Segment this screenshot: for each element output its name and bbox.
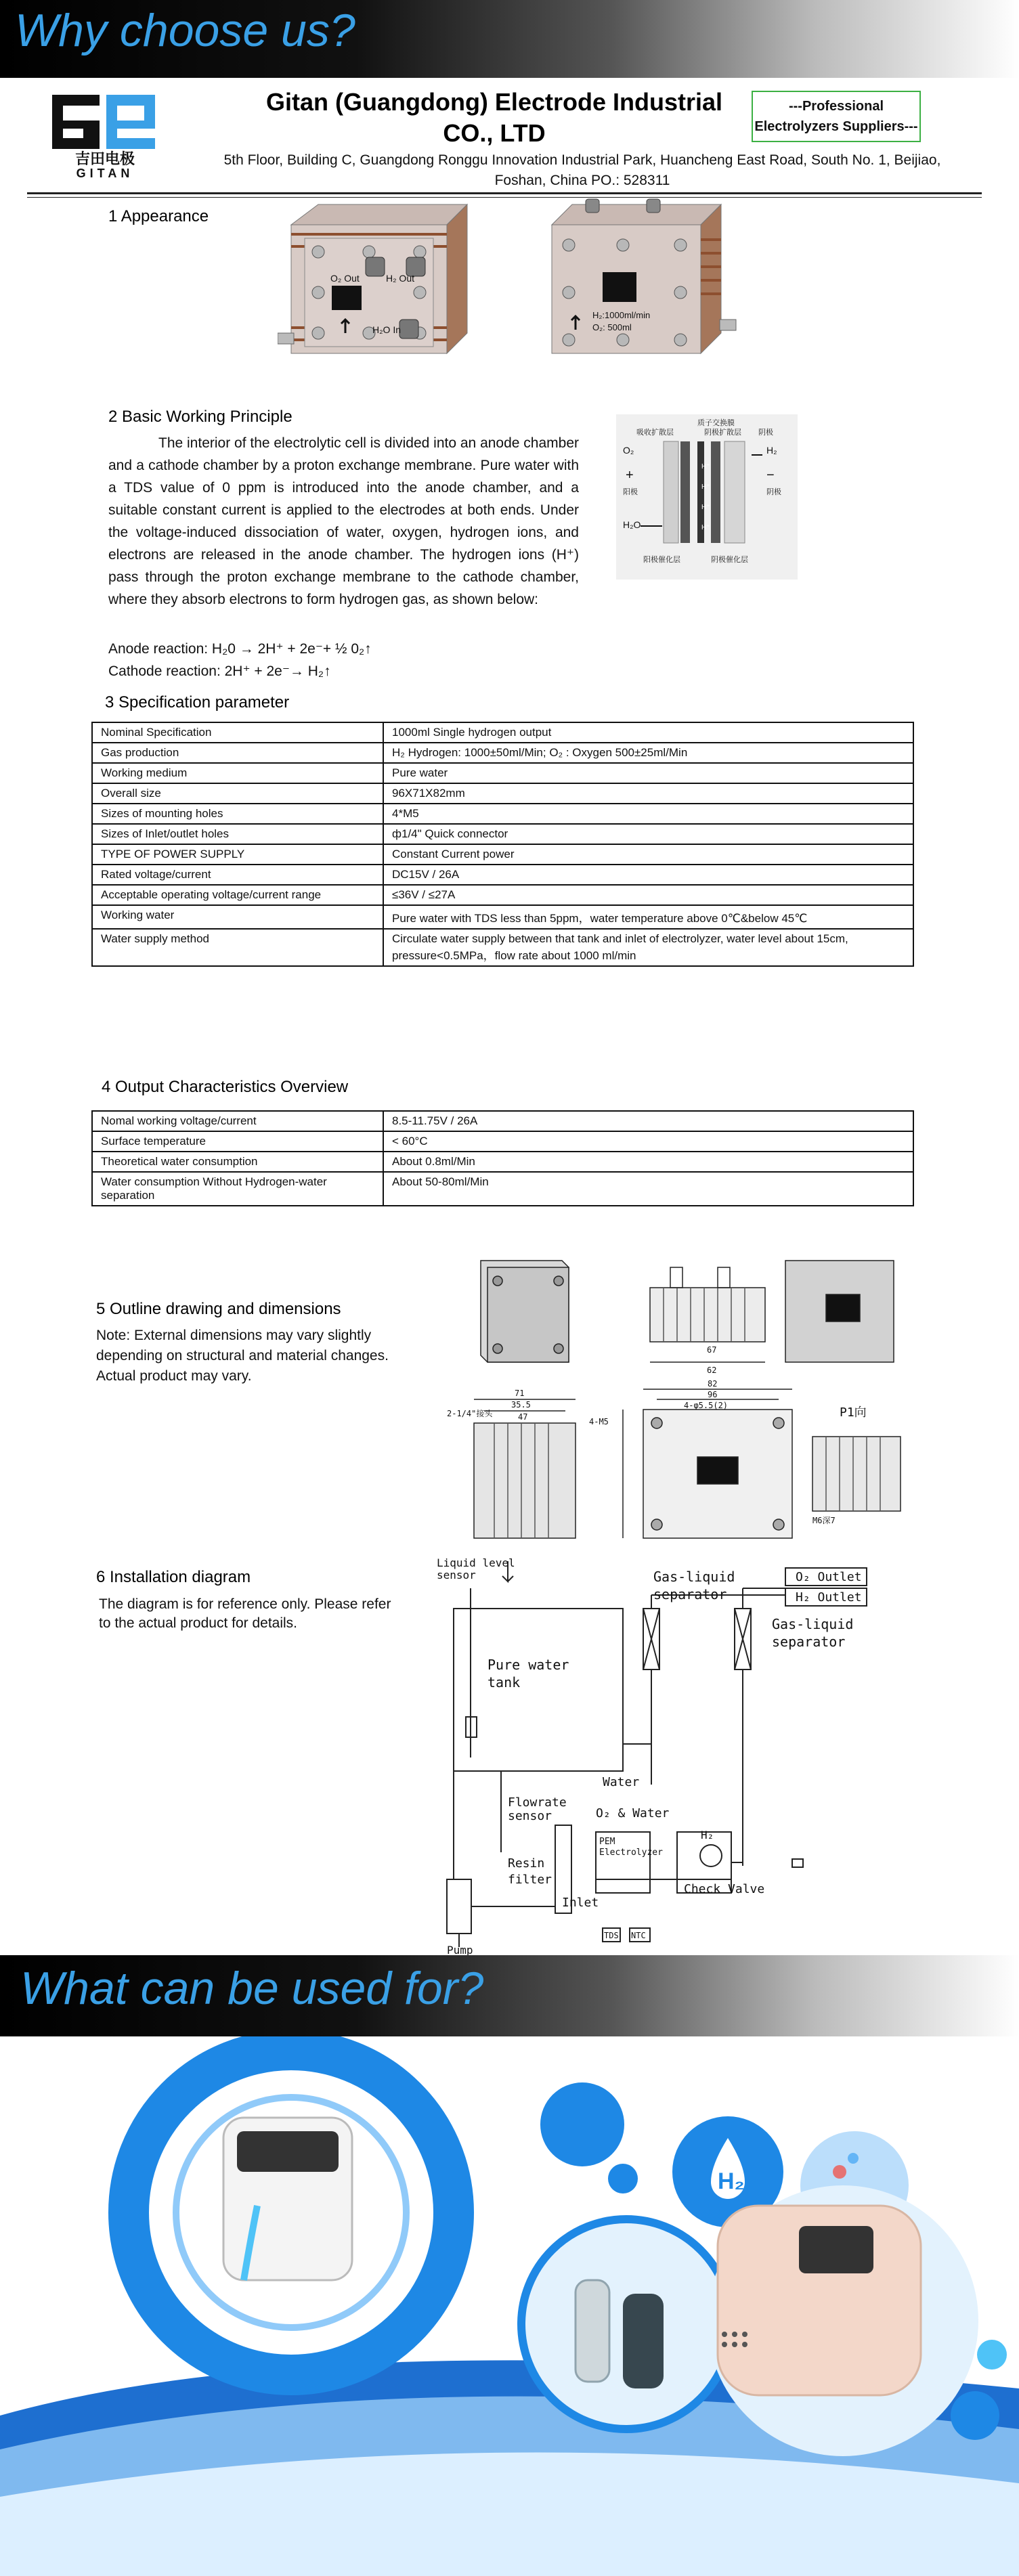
- company-logo: [51, 93, 159, 179]
- h2-drop-icon: H₂: [718, 2168, 745, 2194]
- water-label: Water: [603, 1775, 640, 1789]
- logo-mark-icon: [51, 93, 159, 179]
- spec-row: [92, 722, 913, 743]
- spec-key-cell: Nominal Specification: [92, 722, 383, 743]
- anode-reaction: Anode reaction: H₂0 → 2H⁺ + 2e⁻+ ½ 0₂↑: [108, 641, 372, 657]
- svg-text:阴极: 阴极: [766, 488, 781, 496]
- usage-banner-title: What can be used for?: [20, 1963, 484, 2014]
- svg-text:O₂: O₂: [623, 445, 634, 456]
- h2-outlet-label: H₂ Outlet: [796, 1590, 862, 1604]
- inlet-label: Inlet: [562, 1896, 599, 1910]
- spec-row: [92, 929, 913, 966]
- svg-text:H₂O: H₂O: [623, 519, 641, 530]
- spec-key-cell: Sizes of mounting holes: [92, 804, 383, 824]
- svg-text:M6深7: M6深7: [812, 1516, 836, 1525]
- svg-text:H₂: H₂: [766, 445, 777, 456]
- svg-text:96: 96: [708, 1390, 718, 1399]
- gas-liquid-left-1: Gas-liquid: [653, 1569, 735, 1585]
- membrane-diagram: [616, 414, 798, 580]
- electrolyzer-back-image: [545, 198, 741, 375]
- section-2-heading: 2 Basic Working Principle: [108, 408, 292, 426]
- spec-key-cell: Acceptable operating voltage/current range: [92, 885, 383, 905]
- address-line1: 5th Floor, Building C, Guangdong Ronggu Innovation Industrial Park, Huancheng East Road, South No. 1, Beijiao,: [223, 152, 941, 168]
- svg-text:35.5: 35.5: [511, 1400, 531, 1410]
- ntc-label: NTC: [631, 1931, 646, 1940]
- slogan-line2: Electrolyzers Suppliers---: [754, 119, 918, 134]
- outline-note: Note: External dimensions may vary slightly depending on structural and material changes. Actual product may vary.: [96, 1328, 389, 1384]
- spec-value-cell: Constant Current power: [383, 844, 913, 865]
- output-key-cell: Nomal working voltage/current: [92, 1111, 383, 1131]
- o2-out-label: O₂ Out: [330, 273, 360, 284]
- svg-text:82: 82: [708, 1379, 718, 1389]
- spec-value-cell: Pure water: [383, 763, 913, 783]
- svg-text:47: 47: [518, 1412, 528, 1422]
- spec-row: [92, 865, 913, 885]
- section-1-heading: 1 Appearance: [108, 207, 209, 225]
- spec-value-cell: 1000ml Single hydrogen output: [383, 722, 913, 743]
- resin-label-1: Resin: [508, 1856, 545, 1871]
- output-value-cell: About 50-80ml/Min: [383, 1172, 913, 1206]
- output-value-cell: 8.5-11.75V / 26A: [383, 1111, 913, 1131]
- spec-row: [92, 743, 913, 763]
- spec-key-cell: Working medium: [92, 763, 383, 783]
- spec-key-cell: Overall size: [92, 783, 383, 804]
- spec-value-cell: DC15V / 26A: [383, 865, 913, 885]
- flowrate-label: Flowrate: [508, 1795, 567, 1810]
- section-5-heading: 5 Outline drawing and dimensions: [96, 1300, 341, 1318]
- output-value-cell: About 0.8ml/Min: [383, 1152, 913, 1172]
- output-row: [92, 1111, 913, 1131]
- svg-text:H⁺: H⁺: [701, 483, 710, 491]
- svg-text:67: 67: [707, 1345, 717, 1355]
- spec-key-cell: Sizes of Inlet/outlet holes: [92, 824, 383, 844]
- slogan-line1: ---Professional: [788, 99, 884, 114]
- output-row: [92, 1152, 913, 1172]
- principle-paragraph: The interior of the electrolytic cell is divided into an anode chamber and a cathode chamber by a proton exchange membrane. Pure water with a TDS value of 0 ppm is introduced into the anode chamber, and a suitable constant current is applied to the electrodes at both ends. Under the voltage-induced dissociation of water, oxygen, hydrogen ions, and electrons are released in the anode chamber. The hydrogen ions (H⁺) pass through the proton exchange membrane to the cathode chamber, where they absorb electrons to form hydrogen gas, as shown below:: [108, 435, 579, 607]
- svg-text:4-M5: 4-M5: [589, 1417, 609, 1426]
- liquid-level-label: Liquid level: [437, 1556, 515, 1569]
- svg-text:−: −: [766, 468, 775, 483]
- svg-text:4-φ5.5(2): 4-φ5.5(2): [684, 1401, 729, 1410]
- output-row: [92, 1131, 913, 1152]
- svg-text:阴极扩散层: 阴极扩散层: [704, 429, 741, 437]
- gas-liquid-left-2: separator: [653, 1586, 727, 1602]
- spec-value-cell: Pure water with TDS less than 5ppm，water temperature above 0℃&below 45℃: [383, 905, 913, 929]
- company-name-line2: CO., LTD: [443, 119, 546, 147]
- spec-key-cell: Water supply method: [92, 929, 383, 966]
- header-divider-thin: [27, 197, 982, 198]
- electrolyzer-front-image: [278, 198, 474, 375]
- o2-rate-label: O₂: 500ml: [592, 322, 632, 332]
- h2-label: H₂: [701, 1829, 714, 1841]
- spec-key-cell: Rated voltage/current: [92, 865, 383, 885]
- output-key-cell: Surface temperature: [92, 1131, 383, 1152]
- svg-text:H⁺: H⁺: [701, 524, 710, 531]
- svg-text:H⁺: H⁺: [701, 504, 710, 511]
- svg-text:吸收扩散层: 吸收扩散层: [636, 429, 674, 437]
- slogan-box: [752, 91, 921, 142]
- o2-water-label: O₂ & Water: [596, 1806, 670, 1820]
- spec-key-cell: Working water: [92, 905, 383, 929]
- svg-text:62: 62: [707, 1366, 717, 1375]
- gas-liquid-right-1: Gas-liquid: [772, 1616, 854, 1632]
- svg-text:+: +: [626, 468, 634, 483]
- logo-latin-text: GITAN: [76, 167, 134, 179]
- svg-text:P1向: P1向: [840, 1405, 867, 1420]
- section-3-heading: 3 Specification parameter: [105, 693, 290, 712]
- liquid-level-sensor-label: sensor: [437, 1569, 476, 1581]
- spec-value-cell: ф1/4" Quick connector: [383, 824, 913, 844]
- application-illustration: [0, 2036, 1019, 2576]
- h2o-in-label: H₂O In: [372, 324, 401, 335]
- o2-outlet-label: O₂ Outlet: [796, 1570, 862, 1584]
- spec-row: [92, 783, 913, 804]
- output-key-cell: Water consumption Without Hydrogen-water separation: [92, 1172, 383, 1206]
- cathode-reaction: Cathode reaction: 2H⁺ + 2e⁻→ H₂↑: [108, 663, 331, 679]
- header-banner: [0, 0, 1019, 78]
- h2-out-label: H₂ Out: [386, 273, 414, 284]
- spec-key-cell: TYPE OF POWER SUPPLY: [92, 844, 383, 865]
- spec-value-cell: 4*M5: [383, 804, 913, 824]
- pem-label-1: PEM: [599, 1837, 615, 1847]
- resin-label-2: filter: [508, 1873, 552, 1887]
- logo-cn-text: 吉田电极: [74, 151, 135, 168]
- output-row: [92, 1172, 913, 1206]
- header-divider: [27, 192, 982, 194]
- section-6-heading: 6 Installation diagram: [96, 1568, 251, 1586]
- flowrate-sensor-label: sensor: [508, 1809, 552, 1823]
- svg-text:71: 71: [515, 1389, 525, 1398]
- spec-value-cell: 96X71X82mm: [383, 783, 913, 804]
- spec-row: [92, 824, 913, 844]
- output-key-cell: Theoretical water consumption: [92, 1152, 383, 1172]
- svg-text:H⁺: H⁺: [701, 463, 710, 471]
- spec-row: [92, 885, 913, 905]
- spec-key-cell: Gas production: [92, 743, 383, 763]
- company-name-line1: Gitan (Guangdong) Electrode Industrial: [265, 88, 722, 116]
- svg-text:阳极: 阳极: [623, 488, 638, 496]
- spec-row: [92, 844, 913, 865]
- company-address: [203, 150, 961, 191]
- tds-label: TDS: [604, 1931, 619, 1940]
- installation-diagram: [433, 1554, 921, 1955]
- h2-rate-label: H₂:1000ml/min: [592, 310, 651, 320]
- spec-value-cell: Circulate water supply between that tank and inlet of electrolyzer, water level about 15cm, pressure<0.5MPa，flow rate about 1000 ml/min: [383, 929, 913, 966]
- section-4-heading: 4 Output Characteristics Overview: [102, 1078, 349, 1096]
- pump-label: Pump: [447, 1944, 473, 1955]
- install-note: The diagram is for reference only. Please refer to the actual product for details.: [99, 1596, 391, 1631]
- pem-label-2: Electrolyzer: [599, 1848, 663, 1858]
- svg-text:阴极: 阴极: [758, 429, 773, 437]
- tank-label-1: Pure water: [487, 1657, 569, 1673]
- outline-drawing: [433, 1254, 914, 1550]
- address-line2: Foshan, China PO.: 528311: [494, 173, 670, 188]
- check-valve-label: Check Valve: [684, 1882, 765, 1896]
- gas-liquid-right-2: separator: [772, 1634, 846, 1650]
- tank-label-2: tank: [487, 1674, 521, 1690]
- svg-text:阴极催化层: 阴极催化层: [711, 556, 748, 564]
- output-value-cell: < 60°C: [383, 1131, 913, 1152]
- spec-row: [92, 804, 913, 824]
- svg-text:阳极催化层: 阳极催化层: [643, 556, 680, 564]
- svg-text:质子交换膜: 质子交换膜: [697, 419, 735, 427]
- spec-row: [92, 905, 913, 929]
- spec-value-cell: H₂ Hydrogen: 1000±50ml/Min; O₂ : Oxygen 500±25ml/Min: [383, 743, 913, 763]
- spec-row: [92, 763, 913, 783]
- spec-table: [91, 722, 914, 967]
- svg-text:2-1/4"接头: 2-1/4"接头: [447, 1409, 493, 1418]
- banner-title: Why choose us?: [15, 5, 355, 56]
- usage-banner: [0, 1955, 1019, 2036]
- company-name: [223, 87, 765, 149]
- output-table: [91, 1110, 914, 1206]
- spec-value-cell: ≤36V / ≤27A: [383, 885, 913, 905]
